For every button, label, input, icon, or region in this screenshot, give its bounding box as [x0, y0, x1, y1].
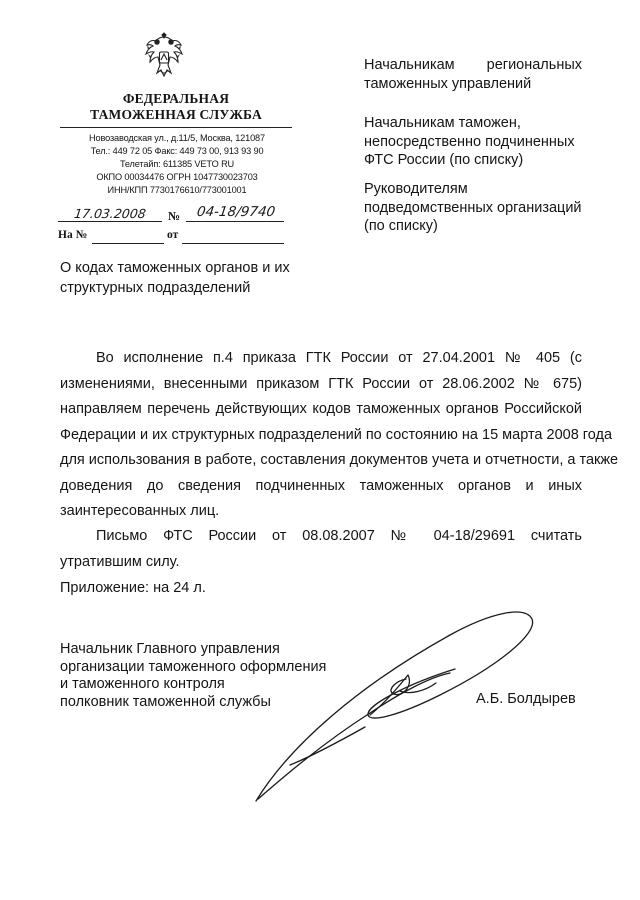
body-line: доведения до сведения подчиненных таможенных органов и иных — [60, 477, 582, 494]
recipient-line: (по списку) — [364, 218, 438, 234]
inn-kpp-line: ИНН/КПП 7730176610/773001001 — [107, 185, 247, 195]
registration-number: 04-18/9740 — [195, 204, 277, 220]
subject-line: структурных подразделений — [60, 280, 251, 296]
organization-name-line2: ТАМОЖЕННАЯ СЛУЖБА — [90, 107, 262, 122]
recipient-line: подведомственных организаций — [364, 199, 582, 216]
recipient-line: Руководителям — [364, 181, 468, 197]
recipient-line: Начальникам таможен, — [364, 115, 521, 131]
signatory-title-line: Начальник Главного управления — [60, 641, 280, 657]
recipient-customs-heads — [364, 114, 582, 170]
letter-subject — [60, 258, 300, 298]
reference-date-underline — [182, 243, 284, 244]
body-line: Федерации и их структурных подразделений по состоянию на 15 марта 2008 года — [60, 426, 613, 443]
recipient-line: Начальникам региональных — [364, 57, 582, 73]
subject-line: О кодах таможенных органов и их — [60, 260, 290, 276]
reference-from-label: от — [167, 229, 179, 241]
number-underline — [186, 221, 284, 222]
reference-number-underline — [92, 243, 164, 244]
recipient-regional-administrations — [364, 56, 582, 93]
body-line: заинтересованных лиц. — [60, 503, 220, 519]
registration-date: 17.03.2008 — [73, 206, 147, 221]
double-headed-eagle-emblem-icon — [142, 32, 186, 82]
letterhead-divider — [60, 127, 292, 128]
body-paragraph-2 — [60, 524, 582, 575]
recipient-line: ФТС России (по списку) — [364, 152, 524, 168]
date-underline — [58, 221, 162, 222]
body-line: утратившим силу. — [60, 553, 180, 570]
signatory-title-line: и таможенного контроля — [60, 676, 225, 692]
phone-fax-line: Тел.: 449 72 05 Факс: 449 73 00, 913 93 90 — [90, 146, 264, 156]
signatory-title-line: полковник таможенной службы — [60, 693, 271, 710]
registration-number-label: № — [168, 209, 181, 223]
attachment-note: Приложение: на 24 л. — [60, 580, 206, 596]
recipient-line: непосредственно подчиненных — [364, 133, 575, 150]
okpo-ogrn-line: ОКПО 00034476 ОГРН 1047730023703 — [96, 172, 258, 182]
signatory-position — [60, 641, 340, 711]
signatory-title-line: организации таможенного оформления — [60, 658, 327, 675]
recipient-subordinate-organizations — [364, 180, 582, 236]
body-paragraph-1 — [60, 346, 619, 525]
body-line: Во исполнение п.4 приказа ГТК России от 27.04.2001 № 405 (с — [96, 350, 582, 366]
body-line: направляем перечень действующих кодов таможенных органов Российской — [60, 401, 582, 417]
body-line: Письмо ФТС России от 08.08.2007 № 04-18/29691 считать — [96, 528, 582, 544]
recipient-line: таможенных управлений — [364, 75, 532, 92]
teletype-line: Телетайп: 611385 VETO RU — [119, 159, 235, 169]
address-line: Новозаводская ул., д.11/5, Москва, 121087 — [89, 133, 265, 143]
body-line: для использования в работе, составления документов учета и отчетности, а также — [60, 452, 619, 468]
organization-name-line1: ФЕДЕРАЛЬНАЯ — [122, 91, 230, 106]
reference-number-label: На № — [58, 229, 88, 241]
signatory-name: А.Б. Болдырев — [476, 691, 576, 707]
body-line: изменениями, внесенными приказом ГТК России от 28.06.2002 № 675) — [60, 375, 582, 392]
